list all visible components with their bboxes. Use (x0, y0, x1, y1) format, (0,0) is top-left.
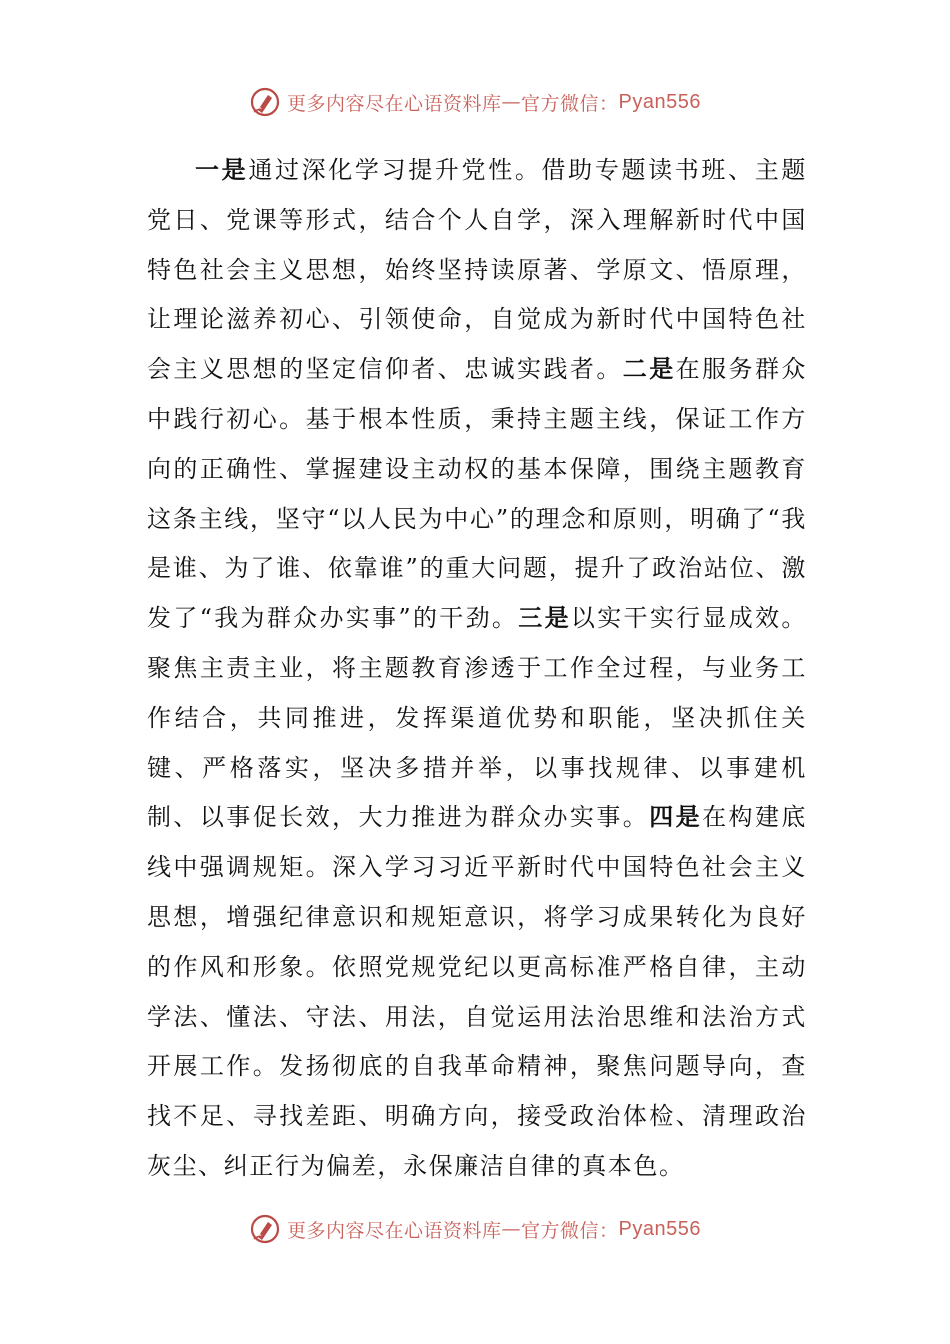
footer-wechat-id: Pyan556 (618, 1217, 701, 1240)
point-two-keyword: 二是 (622, 355, 676, 384)
point-one-keyword: 一是 (195, 156, 249, 184)
body-paragraph (147, 146, 807, 1192)
footer-watermark-banner (0, 1209, 950, 1249)
point-three-keyword: 三是 (518, 604, 571, 633)
header-wechat-id: Pyan556 (618, 90, 701, 113)
point-four-keyword: 四是 (649, 803, 703, 832)
pen-nib-logo-icon (249, 86, 281, 118)
footer-brand-text: 更多内容尽在心语资料库 (287, 1219, 502, 1242)
header-brand-text: 更多内容尽在心语资料库 (287, 92, 502, 115)
header-wechat-label: 官方微信： (521, 92, 619, 115)
pen-nib-logo-icon (249, 1213, 281, 1245)
footer-wechat-label: 官方微信： (521, 1219, 619, 1242)
footer-dash: — (501, 1218, 522, 1240)
header-watermark-banner (0, 82, 950, 122)
body-text (147, 146, 807, 1192)
point-four-text: 在构建底线中强调规矩。深入学习习近平新时代中国特色社会主义思想，增强纪律意识和规矩意识，将学习成果转化为良好的作风和形象。依照党规党纪以更高标准严格自律，主动学法、懂法、守法、用法，自觉运用法治思维和法治方式开展工作。发扬彻底的自我革命精神，聚焦问题导向，查找不足、寻找差距、明确方向，接受政治体检、清理政治灰尘、纠正行为偏差，永保廉洁自律的真本色。 (147, 803, 808, 1180)
point-three-text: 以实干实行显成效。聚焦主责主业，将主题教育渗透于工作全过程，与业务工作结合，共同推进，发挥渠道优势和职能，坚决抓住关键、严格落实，坚决多措并举，以事找规律、以事建机制、以事促长效，大力推进为群众办实事。 (147, 604, 807, 832)
point-two-text: 在服务群众中践行初心。基于根本性质，秉持主题主线，保证工作方向的正确性、掌握建设主动权的基本保障，围绕主题教育这条主线，坚守“以人民为中心”的理念和原则，明确了“我是谁、为了谁、依靠谁”的重大问题，提升了政治站位、激发了“我为群众办实事”的干劲。 (147, 355, 808, 633)
header-dash: — (501, 91, 522, 113)
point-one-text: 通过深化学习提升党性。借助专题读书班、主题党日、党课等形式，结合个人自学，深入理解新时代中国特色社会主义思想，始终坚持读原著、学原文、悟原理，让理论滋养初心、引领使命，自觉成为新时代中国特色社会主义思想的坚定信仰者、忠诚实践者。 (147, 156, 807, 384)
